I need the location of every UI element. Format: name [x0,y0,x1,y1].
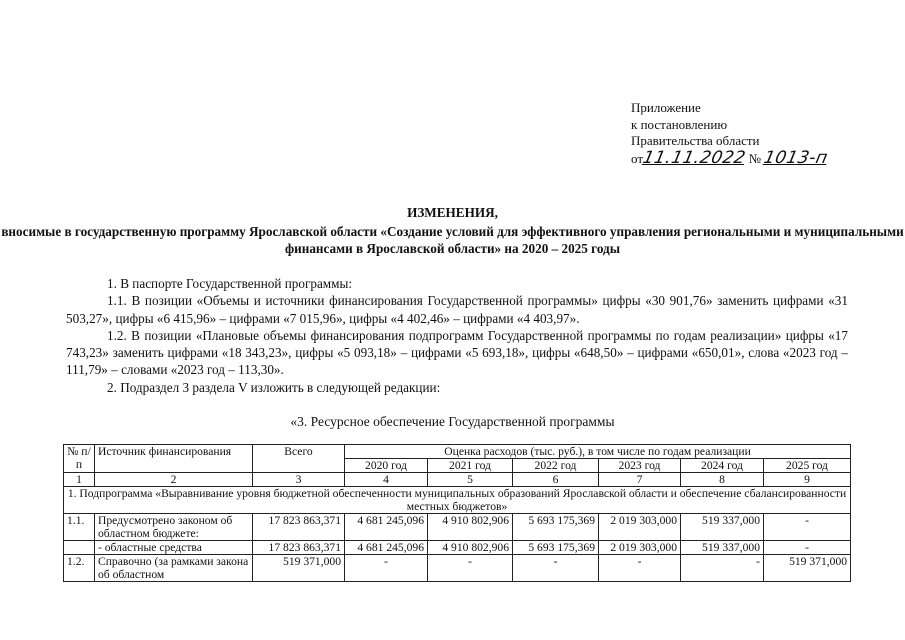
row-value: 519 337,000 [681,514,764,541]
row-total: 17 823 863,371 [253,541,345,555]
row-value: - [764,514,851,541]
header-year: 2025 год [764,459,851,473]
document-body [66,275,848,396]
colnum-cell: 4 [345,473,428,487]
number-prefix: № [748,150,762,166]
row-value: 519 337,000 [681,541,764,555]
row-source: - областные средства [95,541,253,555]
appendix-line: Правительства области [631,133,760,148]
resource-table [63,444,851,582]
table-row [64,555,851,582]
paragraph: 1.2. В позиции «Плановые объемы финансирования подпрограмм Государственной программы по годам реализации» цифры «17 743,23» заменить цифрами «18 343,23», цифры «5 093,18» – цифрами «5 693,18», цифры «648,50» – цифрами «650,01», слова «2023 год – 111,79» – словами «2023 год – 113,30». [66,327,848,378]
subprogram-row [64,487,851,514]
table-colnum-row [64,473,851,487]
section-title: «3. Ресурсное обеспечение Государственной программы [290,414,615,429]
colnum-cell: 8 [681,473,764,487]
row-value: - [513,555,599,582]
row-value: 519 371,000 [764,555,851,582]
subprogram-title: 1. Подпрограмма «Выравнивание уровня бюджетной обеспеченности муниципальных образований Ярославской области и обеспечение сбалансированности местных бюджетов» [64,487,851,514]
row-source: Предусмотрено законом об областном бюджете: [95,514,253,541]
header-total: Всего [253,445,345,473]
header-year: 2020 год [345,459,428,473]
appendix-line: Приложение [631,100,701,115]
row-value: 2 019 303,000 [599,514,681,541]
row-total: 519 371,000 [253,555,345,582]
handwritten-number: 1013-п [762,147,830,168]
paragraph: 1.1. В позиции «Объемы и источники финансирования Государственной программы» цифры «30 901,76» заменить цифрами «31 503,27», цифры «6 415,96» – цифрами «7 015,96», цифры «4 402,46» – цифрами «4 403,97». [66,293,848,326]
appendix-line: к постановлению [631,116,728,132]
header-year: 2023 год [599,459,681,473]
colnum-cell: 7 [599,473,681,487]
header-year: 2022 год [513,459,599,473]
row-value: 5 693 175,369 [513,541,599,555]
header-year: 2021 год [428,459,513,473]
header-year: 2024 год [681,459,764,473]
row-value: - [345,555,428,582]
colnum-cell: 1 [64,473,95,487]
header-num: № п/п [64,445,95,473]
appendix-block [631,100,828,167]
table-row [64,514,851,541]
row-source: Справочно (за рамками закона об областном [95,555,253,582]
row-total: 17 823 863,371 [253,514,345,541]
appendix-date-line [631,147,830,168]
row-value: - [681,555,764,582]
header-estimate: Оценка расходов (тыс. руб.), в том числе по годам реализации [345,445,851,459]
date-prefix: от [631,150,644,166]
handwritten-date: 11.11.2022 [640,147,748,168]
colnum-cell: 6 [513,473,599,487]
document-subtitle: вносимые в государственную программу Ярославской области «Создание условий для эффективного управления региональными и муниципальными финансами в Ярославской области» на 2020 – 2025 годы [1,224,904,256]
row-num [64,541,95,555]
paragraph: 2. Подраздел 3 раздела V изложить в следующей редакции: [107,379,441,395]
paragraph: 1. В паспорте Государственной программы: [107,276,353,291]
row-value: - [428,555,513,582]
row-value: 4 681 245,096 [345,514,428,541]
row-value: - [764,541,851,555]
row-num: 1.1. [64,514,95,541]
colnum-cell: 5 [428,473,513,487]
colnum-cell: 3 [253,473,345,487]
row-value: 4 910 802,906 [428,541,513,555]
document-title: ИЗМЕНЕНИЯ, [407,205,498,220]
row-value: - [599,555,681,582]
colnum-cell: 2 [95,473,253,487]
table-header-row [64,445,851,459]
colnum-cell: 9 [764,473,851,487]
row-num: 1.2. [64,555,95,582]
row-value: 5 693 175,369 [513,514,599,541]
row-value: 4 681 245,096 [345,541,428,555]
header-source: Источник финансирования [95,445,253,473]
table-row [64,541,851,555]
row-value: 4 910 802,906 [428,514,513,541]
row-value: 2 019 303,000 [599,541,681,555]
